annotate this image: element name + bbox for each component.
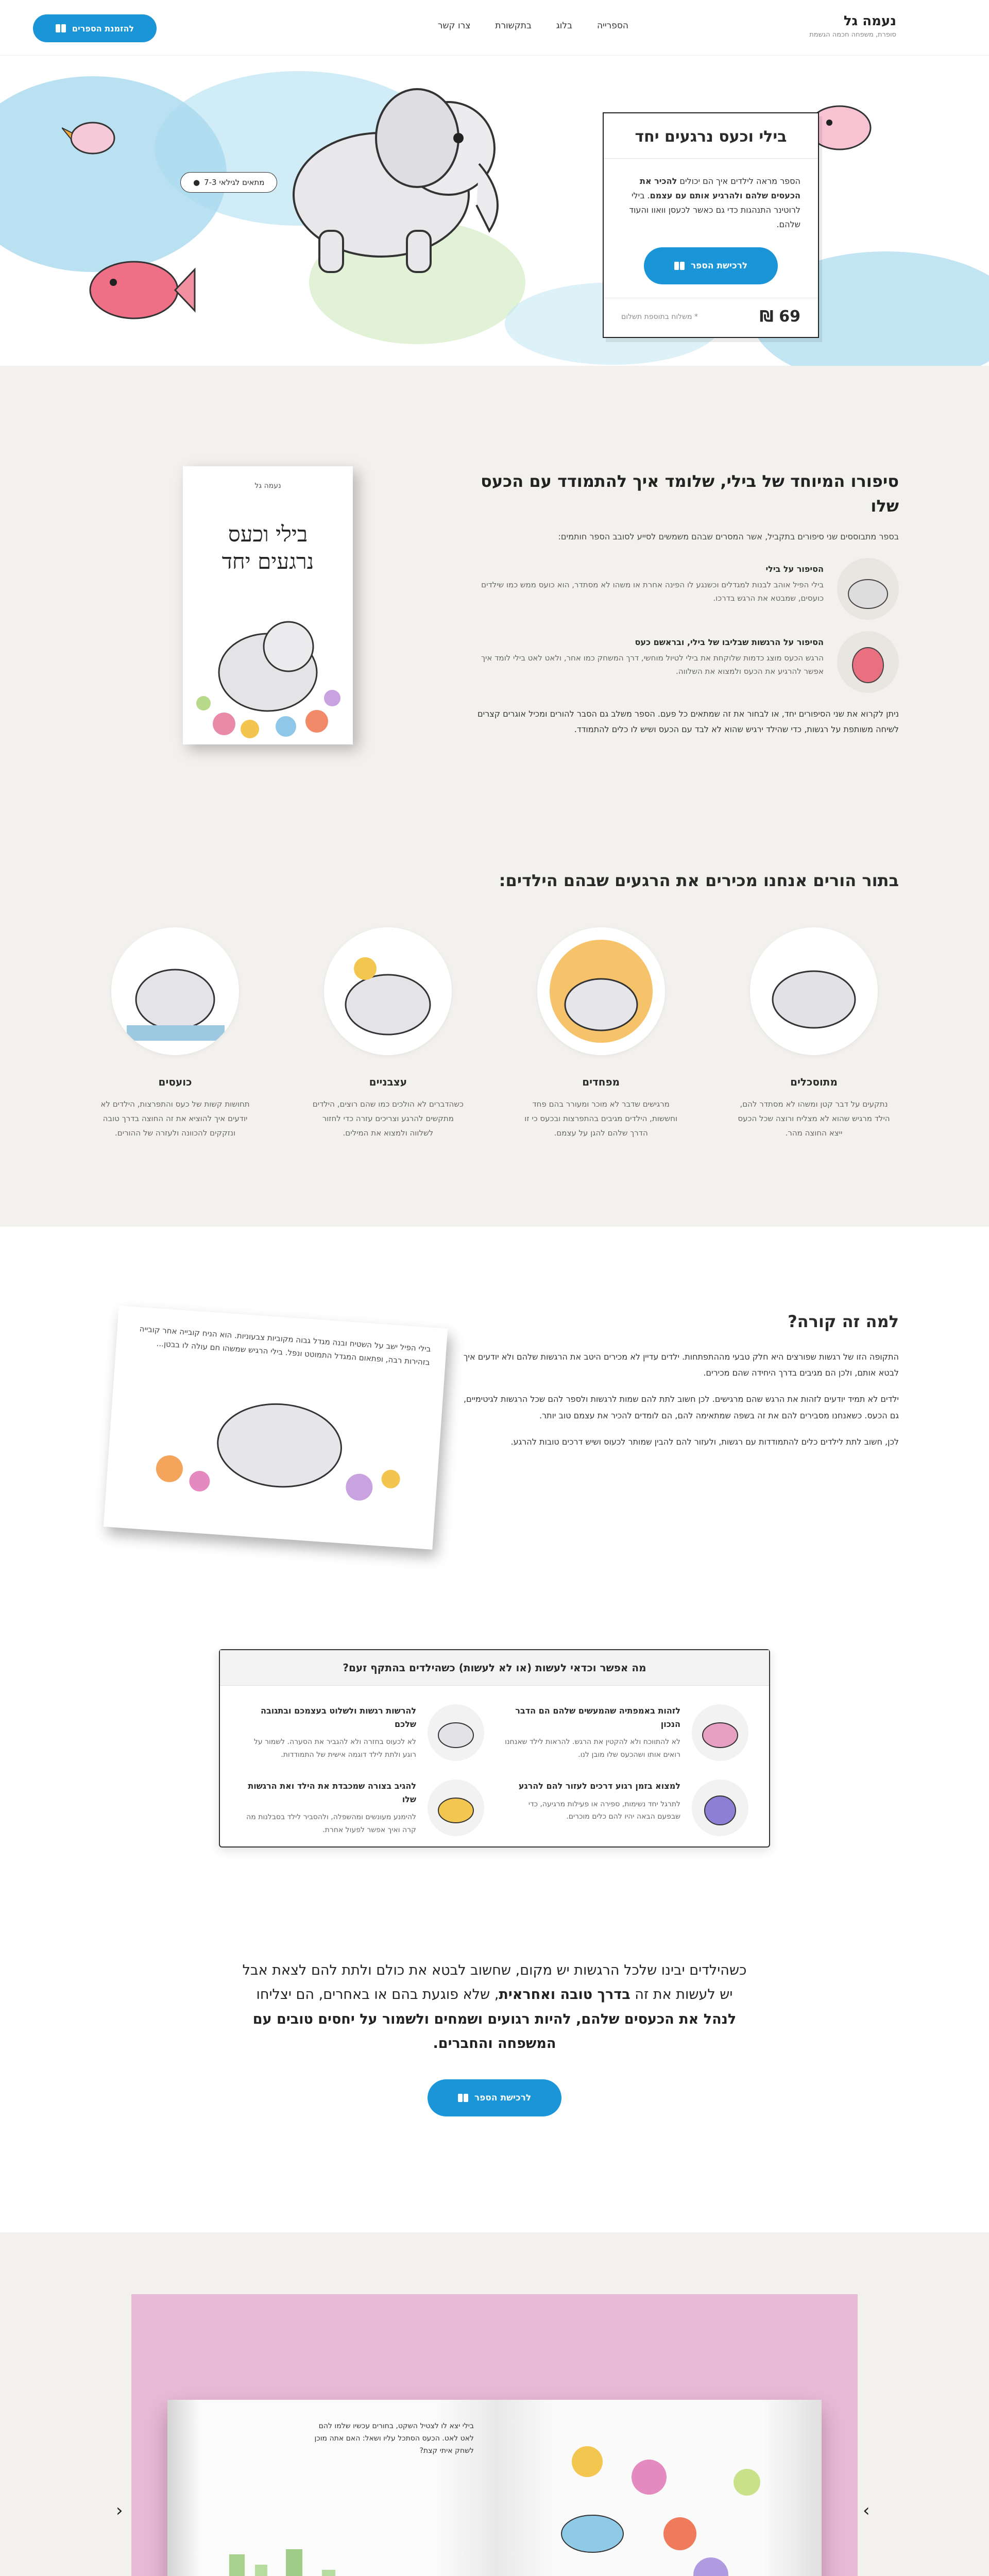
emotion-illustration <box>537 927 665 1055</box>
nav-contact[interactable]: צרו קשר <box>437 21 471 31</box>
tip-item <box>241 1780 484 1836</box>
tip-title: להרשות רגשות ולשלוט בעצמכם ובתגובה שלכם <box>260 1706 416 1729</box>
emotion-title: עצבניים <box>369 1076 407 1088</box>
hero-section <box>0 56 989 366</box>
emotion-card <box>516 927 686 1140</box>
logo-tagline: סופרת, משפחה חכמה הגשמת <box>809 31 896 39</box>
tip-illustration <box>692 1704 748 1761</box>
chapter-title: הסיפור על הרגשות שבליבו של בילי, ובראשם כעס <box>635 637 824 647</box>
emotion-title: מתוסכלים <box>790 1076 838 1088</box>
chapter-text: הרגש הכעס מוצג כדמות שלוקחת את בילי לטיול מוחשי, דרך המשחק כמו אחר, ולאט לאט בילי לומד איך אפשר להרגיע את הכעס ולמצוא את השלווה. <box>481 653 824 676</box>
emotion-text: מרגישים שדבר לא מוכר ומעורר בהם פחד וחששות, הילדים מגיבים בהתפרצות ובכעס כי זו הדרך שלהם להגן על עצמם. <box>524 1099 678 1138</box>
tip-illustration <box>428 1780 484 1836</box>
book-cover[interactable] <box>183 466 353 744</box>
price-row <box>604 298 818 337</box>
tip-text: לא להתווכח ולא להקטין את הרגש. להראות לילד שאנחנו רואים אותו ושהכעס שלו מובן לנו. <box>505 1738 680 1759</box>
emotion-text: כשהדברים לא הולכים כמו שהם רוצים, הילדים מתקשים להרגע וצריכים עזרה כדי לחזור לשלווה ולמצוא את המילים. <box>312 1099 464 1138</box>
buy-book-label: לרכישת הספר <box>474 2093 532 2103</box>
tip-text: להימנע מעונשים ומהשפלה, ולהסביר לילד בסבלנות מה קרה ואיך אפשר לפעול אחרת. <box>246 1813 416 1834</box>
closing-block <box>0 1958 989 2116</box>
chapter-title: הסיפור על בילי <box>765 564 824 574</box>
why-text <box>456 1312 899 1460</box>
tip-item <box>241 1704 484 1761</box>
logo-name: נעמה גל <box>843 13 896 29</box>
hero-title: בילי וכעס נרגעים יחד <box>604 113 818 159</box>
age-label: מתאים לגילאי 7-3 <box>204 178 265 187</box>
book-spread <box>167 2400 822 2576</box>
chapter-thumbnail <box>837 631 899 693</box>
right-page-text: בילי יצא לו לצטיל השקט, בחורים עכשיו שלמו להם לאט לאט. הכעס הסתכל עליו ושאל: האם אתה מוכן לשחק איתי קצת? <box>314 2422 474 2455</box>
hero-description: הספר מראה לילדים איך הם יכולים להכיר את הכעסים שלהם ולהרגיע אותם עם עצמם. בילי לרוטינר התנהגות כדי גם כאשר לכעסן וואוו והעוד שלהם. <box>629 176 800 229</box>
right-page-illustration <box>167 2400 494 2576</box>
book-icon <box>458 2094 468 2102</box>
nav-press[interactable]: בתקשורת <box>495 21 532 31</box>
story-outro: ניתן לקרוא את שני הסיפורים יחד, או לבחור את זה שמתאים כל פעם. הספר משלב גם הסבר להורים ומכיל אוגרים קצרים לשיחה משותפת על רגשות, כדי שהילד ירגיש שהוא לא לבד עם הכעס ושיש לו כלים להתמודד. <box>478 708 899 735</box>
buy-book-button[interactable] <box>428 2079 561 2116</box>
tips-box <box>219 1649 770 1848</box>
emotion-card <box>90 927 260 1140</box>
tip-title: להגיב בצורה שמכבדת את הילד ואת הרגשות שלו <box>248 1781 416 1804</box>
book-page-sample <box>104 1306 448 1550</box>
hero-description-bold: להכיר את הכעסים שלהם ולהרגיע אותם עם עצמם <box>640 176 800 200</box>
gallery-prev-arrow[interactable]: ‹ <box>116 2500 123 2521</box>
book-icon <box>56 24 66 32</box>
emotion-text: תחושות קשות של כעס והתפרצות, הילדים לא יודעים איך להוציא את זה החוצה בדרך טובה ונזקקים להכוונה ולעזרה של ההורים. <box>100 1099 250 1138</box>
emotion-illustration <box>324 927 452 1055</box>
tip-item <box>505 1780 748 1836</box>
book-page-text: בילי הפיל ישב על השטיח ובנה מגדל גבוה מקוביות צבעוניות. הוא הניח קובייה אחר קובייה בזהירות רבה, ופתאום המגדל התמוטט ונפל. בילי הרגיש שמשהו חם עולה לו בבטן... <box>139 1324 431 1367</box>
site-header <box>0 0 989 56</box>
gallery-next-arrow[interactable]: › <box>863 2500 870 2521</box>
why-paragraph: לכן, חשוב לתת לילדים כלים להתמודדות עם רגשות, ולעזור להם להבין שמותר לכעוס ושיש דרכים טובות להרגע. <box>510 1436 899 1447</box>
emotion-illustration <box>750 927 878 1055</box>
story-section <box>0 366 989 1227</box>
emotions-list <box>90 927 899 1140</box>
why-paragraph: התקופה הזו של רגשות שפורצים היא חלק טבעי מההתפתחות. ילדים עדיין לא מכירים היטב את הרגשות שלהם ולא יודעים איך לבטא אותם, ולכן הם מגיבים בדרך היחידה שהם מכירים. <box>463 1352 899 1378</box>
left-page-illustration <box>494 2400 822 2576</box>
closing-bold: לנהל את הכעסים שלהם, להיות רגועים ושמחים ולשמור על יחסים טובים עם המשפחה והחברים. <box>252 2011 737 2052</box>
tip-text: לא לכעוס בחזרה ולא להגביר את הסערה. לשמור על רוגע ולתת לילד דוגמה אישית של התמודדות. <box>253 1738 416 1759</box>
story-description <box>466 469 899 738</box>
chapter-thumbnail <box>837 558 899 620</box>
bird-illustration <box>62 107 124 164</box>
closing-text: כשהילדים יבינו שלכל הרגשות יש מקום, שחשוב לבטא את כולם ולתת להם לצאת אבל יש לעשות את זה בדרך טובה ואחראית, שלא פוגעת בהם או באחרים, הם יצליחו לנהל את הכעסים שלהם, להיות רגועים ושמחים ולשמור על יחסים טובים עם המשפחה והחברים. <box>242 1962 747 2052</box>
tip-title: לזהות באמפתיה שהמעשים שלהם הם הדבר הנכון <box>515 1706 680 1729</box>
tips-title: מה אפשר וכדאי לעשות (או לא לעשות) כשהילדים בהתקף זעם? <box>220 1650 769 1686</box>
emotion-illustration <box>111 927 239 1055</box>
story-intro: בספר מתבוססים שני סיפורים בתקביל, אשר המסרים שבהם משמשים לסייע לסובב הספר חותמים: <box>558 532 899 541</box>
spread-right-page <box>167 2400 494 2576</box>
book-cover-title: בילי וכעס נרגעים יחד <box>221 521 314 574</box>
book-icon <box>674 262 685 270</box>
emotion-title: מפחדים <box>582 1076 620 1088</box>
gallery-slide <box>131 2294 858 2576</box>
emotions-heading: בתור הורים אנחנו מכירים את הרגעים שבהם הילדים: <box>499 871 899 890</box>
tip-illustration <box>428 1704 484 1761</box>
emotion-title: כועסים <box>158 1076 192 1088</box>
elephant-illustration <box>242 66 510 287</box>
buy-book-label: לרכישת הספר <box>690 261 748 271</box>
main-nav <box>438 21 628 31</box>
book-cover-author: נעמה גל <box>254 482 281 490</box>
tip-item <box>505 1704 748 1761</box>
age-badge <box>180 172 277 193</box>
tip-title: למצוא בזמן רגוע דרכים לעזור להם להרגע <box>518 1781 680 1791</box>
buy-book-button[interactable] <box>644 247 778 284</box>
closing-bold: בדרך טובה ואחראית <box>499 1987 630 2003</box>
emotion-text: נתקעים על דבר קטן ומשהו לא מסתדר להם, הילד מרגיש שהוא לא מצליח ורוצה שכל הכעס ייצא החוצה מהר. <box>738 1099 890 1138</box>
chapter-item <box>466 558 899 620</box>
book-cover-illustration <box>183 574 353 744</box>
tip-illustration <box>692 1780 748 1836</box>
shipping-note: * משלוח בתוספת תשלום <box>621 312 698 321</box>
book-page-illustration <box>122 1358 429 1512</box>
why-section <box>0 1227 989 2232</box>
chapter-text: בילי הפיל אוהב לבנות למגדלים וכשנגע לו הפינה אחרת או משהו לא מסתדר, הוא כועס ממש כמו שילדים כועסים, שמבטא את הרגש בדרכו. <box>481 580 824 603</box>
age-icon: ● <box>193 178 200 187</box>
order-books-label: להזמנת הספרים <box>72 23 134 33</box>
tip-text: לתרגל יחד נשימות, ספירה או פעילות מרגיעה, כדי שבפעם הבאה יהיו להם כלים מוכרים. <box>528 1800 680 1821</box>
emotion-card <box>303 927 473 1140</box>
why-title: למה זה קורה? <box>788 1312 899 1331</box>
spread-left-page <box>494 2400 822 2576</box>
hero-product-card <box>603 112 819 338</box>
emotion-card <box>729 927 899 1140</box>
price-value: 69 ₪ <box>759 308 800 326</box>
nav-blog[interactable]: בלוג <box>556 21 572 31</box>
chapter-item <box>466 631 899 693</box>
order-books-button[interactable] <box>33 14 157 42</box>
gallery-section <box>0 2232 989 2576</box>
fish-illustration <box>77 241 196 334</box>
site-logo[interactable] <box>809 13 896 39</box>
why-paragraph: ילדים לא תמיד יודעים לזהות את הרגש שהם מרגישים. לכן חשוב לתת להם שמות לרגשות ולספר להם שכל הרגשות לגיטימיים, גם הכעס. כשאנחנו מסבירים להם את זה בשפה שמתאימה להם, הם לומדים להכיר את עצמם טוב יותר. <box>463 1394 899 1420</box>
nav-library[interactable]: הספרייה <box>596 21 628 31</box>
story-title: סיפורו המיוחד של בילי, שלומד איך להתמודד עם הכעס שלו <box>481 471 899 516</box>
